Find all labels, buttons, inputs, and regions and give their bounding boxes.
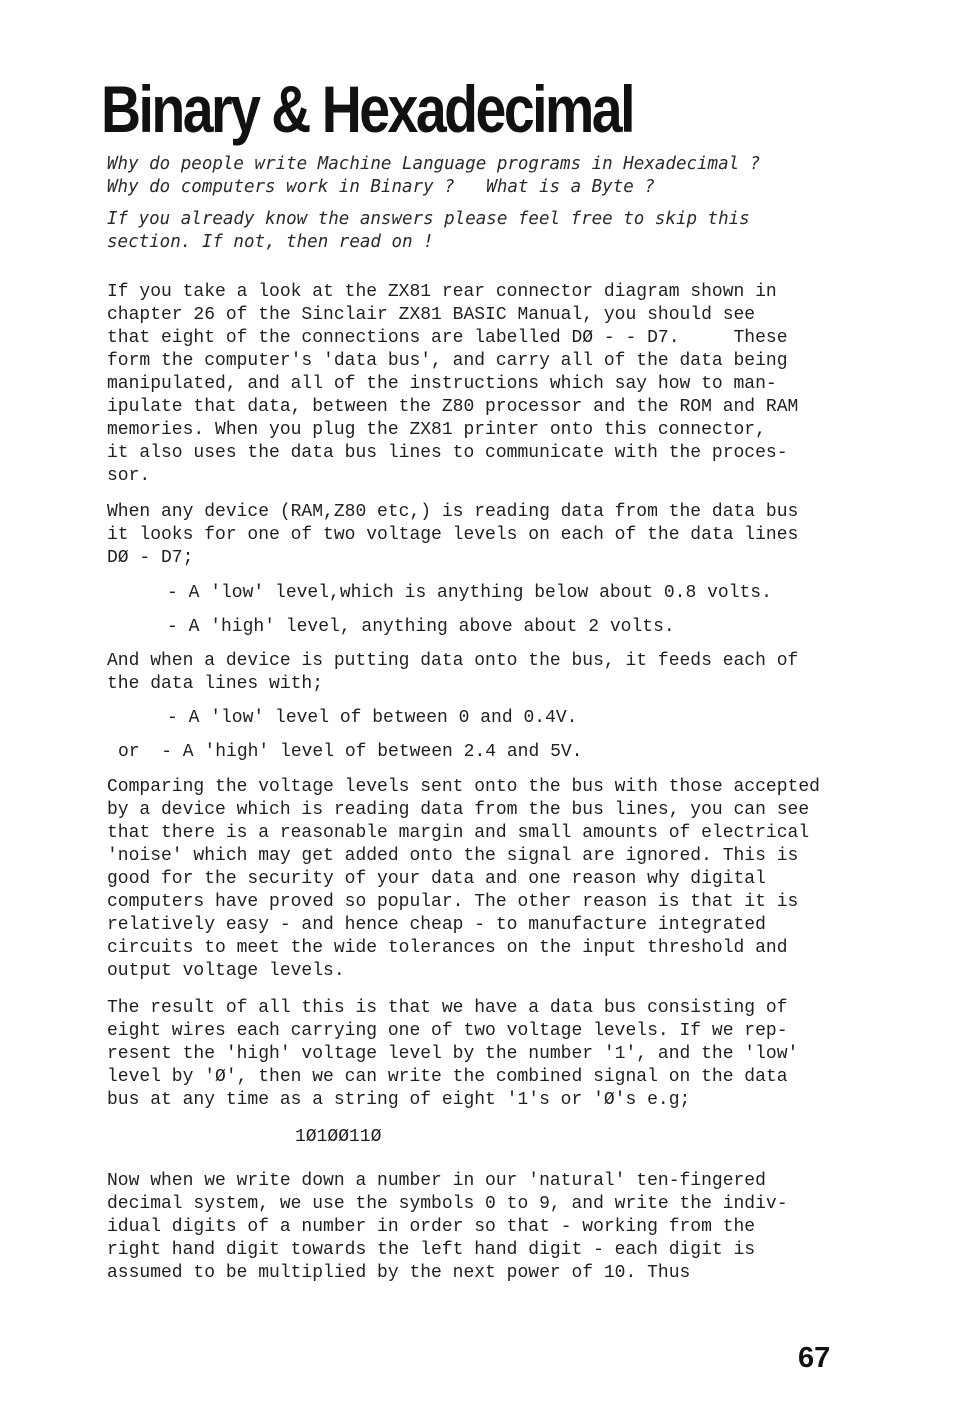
paragraph-output-levels: And when a device is putting data onto the bus, it feeds each of the data lines with; [107,651,799,694]
list-item-read-low: - A 'low' level,which is anything below about 0.8 volts. [167,583,772,603]
chapter-title: Binary & Hexadecimal [101,72,633,146]
paragraph-binary-representation: The result of all this is that we have a data bus consisting of eight wires each carrying one of two voltage levels. If we rep- resent the 'high' voltage level by the number '1', and the 'low' level by 'Ø', then we can write the combined signal on the data bus at any time as a string of eight '1's or 'Ø's e.g; [107,998,799,1110]
list-item-out-high: or - A 'high' level of between 2.4 and 5V. [118,742,583,762]
paragraph-data-bus: If you take a look at the ZX81 rear connector diagram shown in chapter 26 of the Sinclair ZX81 BASIC Manual, you should see that eight of the connections are labelled DØ - - D7. These form the computer's 'data bus', and carry all of the data being manipulated, and all of the instructions which say how to man- ipulate that data, between the Z80 processor and the ROM and RAM memories. When you plug the ZX81 printer onto this connector, it also uses the data bus lines to communicate with the proces- sor. [107,282,799,486]
page-number: 67 [798,1342,831,1374]
intro-skip-note: If you already know the answers please feel free to skip this section. If not, then read on ! [107,209,750,252]
intro-questions: Why do people write Machine Language programs in Hexadecimal ? Why do computers work in Binary ? What is a Byte ? [107,154,761,197]
list-item-read-high: - A 'high' level, anything above about 2 volts. [167,617,675,637]
list-item-out-low: - A 'low' level of between 0 and 0.4V. [167,708,578,728]
paragraph-reading-levels: When any device (RAM,Z80 etc,) is reading data from the data bus it looks for one of two voltage levels on each of the data lines DØ - D7; [107,502,799,568]
binary-example: 1Ø1ØØ11Ø [295,1127,382,1147]
paragraph-noise-margin: Comparing the voltage levels sent onto the bus with those accepted by a device which is reading data from the bus lines, you can see that there is a reasonable margin and small amounts of electrical 'noise' which may get added onto the signal are ignored. This is good for the security of your data and one reason why digital computers have proved so popular. The other reason is that it is relatively easy - and hence cheap - to manufacture integrated circuits to meet the wide tolerances on the input threshold and output voltage levels. [107,777,820,981]
paragraph-decimal-system: Now when we write down a number in our 'natural' ten-fingered decimal system, we use the symbols 0 to 9, and write the indiv- idual digits of a number in order so that - working from the right hand digit towards the left hand digit - each digit is assumed to be multiplied by the next power of 10. Thus [107,1171,788,1283]
